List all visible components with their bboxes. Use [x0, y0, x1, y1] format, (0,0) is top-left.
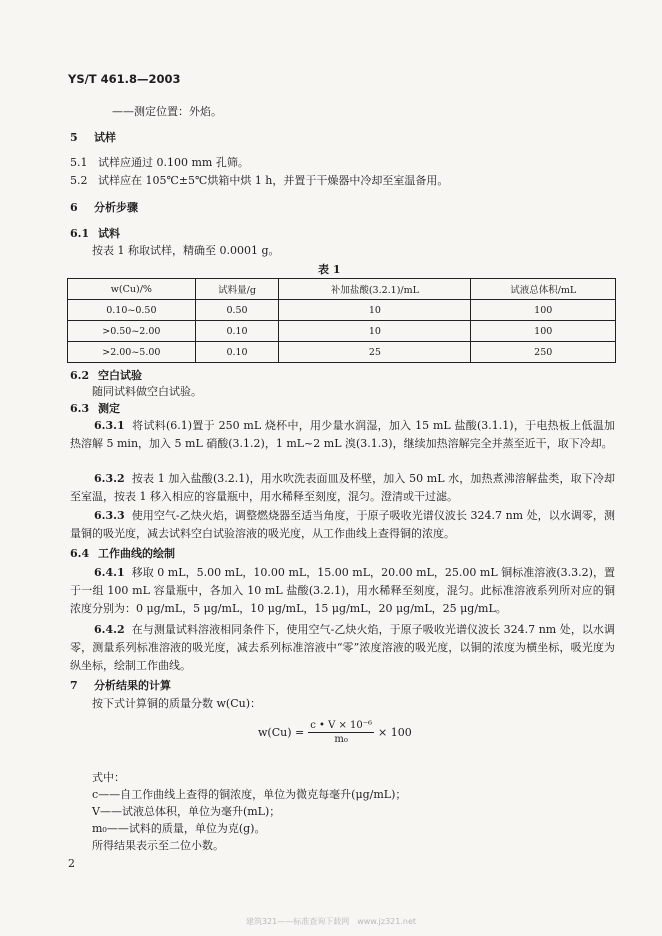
- clause-number: 6.3.2: [94, 472, 125, 485]
- footer-watermark: 建筑321——标准查询下载网 www.jz321.net: [245, 917, 417, 926]
- section-number: 7: [70, 679, 78, 692]
- table-cell: 0.10: [195, 342, 279, 363]
- clause-text: 按表 1 加入盐酸(3.2.1)，用水吹洗表面皿及杯壁，加入 50 mL 水，加热煮沸溶解盐类，取下冷却至室温，按表 1 移入相应的容量瓶中，用水稀释至刻度，混匀。澄清或干过滤。: [70, 472, 615, 503]
- section-number: 6: [70, 201, 78, 214]
- table-cell: 10: [279, 321, 471, 342]
- section-number: 5: [70, 131, 78, 144]
- clause-6-3-3: [70, 507, 615, 543]
- table-cell: 100: [471, 300, 616, 321]
- clause-number: 6.3: [70, 402, 90, 415]
- clause-6-3-2: [70, 470, 615, 506]
- clause-6-4-2: [70, 621, 615, 675]
- table-cell: 0.10: [195, 321, 279, 342]
- table-header-cell: 试料量/g: [195, 279, 279, 300]
- section-7-heading: [70, 677, 171, 693]
- clause-number: 6.1: [70, 227, 90, 240]
- table-cell: 100: [471, 321, 616, 342]
- var-v: V——试液总体积，单位为毫升(mL)；: [92, 805, 281, 818]
- clause-title: 工作曲线的绘制: [98, 547, 175, 560]
- table-cell: 10: [279, 300, 471, 321]
- standard-number: YS/T 461.8—2003: [68, 72, 181, 86]
- clause-number: 5.1: [70, 156, 88, 169]
- clause-text: 在与测量试料溶液相同条件下，使用空气-乙炔火焰，于原子吸收光谱仪波长 324.7 nm 处，以水调零，测量系列标准溶液的吸光度，减去系列标准溶液中“零”浓度溶液的吸光度，以铜的浓度为横坐标，吸光度为纵坐标，绘制工作曲线。: [70, 623, 615, 672]
- calc-intro: 按下式计算铜的质量分数 w(Cu)：: [92, 697, 261, 710]
- formula-numerator: c • V × 10⁻⁶: [310, 719, 373, 731]
- page-number: 2: [68, 857, 75, 870]
- table-cell: >2.00~5.00: [68, 342, 196, 363]
- var-m0: m₀——试料的质量，单位为克(g)。: [92, 822, 266, 835]
- clause-5-2: [70, 172, 448, 188]
- table-header-cell: 补加盐酸(3.2.1)/mL: [279, 279, 471, 300]
- section-title: 分析步骤: [94, 201, 138, 214]
- table-caption: 表 1: [318, 263, 341, 276]
- table-1: [67, 278, 616, 363]
- clause-6-2-heading: [70, 367, 142, 383]
- clause-number: 6.4.1: [94, 566, 125, 579]
- clause-6-1-text: 按表 1 称取试样，精确至 0.0001 g。: [92, 244, 280, 257]
- clause-title: 试料: [98, 227, 120, 240]
- clause-number: 6.4: [70, 547, 90, 560]
- clause-5-1: [70, 154, 249, 170]
- table-cell: 25: [279, 342, 471, 363]
- clause-text: 移取 0 mL，5.00 mL，10.00 mL，15.00 mL，20.00 mL，25.00 mL 铜标准溶液(3.3.2)，置于一组 100 mL 容量瓶中，各加入 10 mL 盐酸(3.2.1)，用水稀释至刻度，混匀。此标准溶液系列所对应的铜浓度分别为：0 μg/mL，5 μg/mL，10 μg/mL，15 μg/mL，20 μg/mL，25 μg/mL。: [70, 566, 615, 615]
- table-cell: 250: [471, 342, 616, 363]
- clause-number: 6.2: [70, 369, 90, 382]
- section-title: 试样: [94, 131, 116, 144]
- table-row: [68, 300, 616, 321]
- result-note: 所得结果表示至二位小数。: [92, 839, 224, 852]
- clause-6-3-1: [70, 417, 615, 453]
- table-cell: 0.10~0.50: [68, 300, 196, 321]
- clause-number: 6.4.2: [94, 623, 125, 636]
- var-c: c——自工作曲线上查得的铜浓度，单位为微克每毫升(μg/mL)；: [92, 788, 407, 801]
- clause-6-4-1: [70, 564, 615, 618]
- clause-text: 将试料(6.1)置于 250 mL 烧杯中，用少量水润湿，加入 15 mL 盐酸(3.1.1)，于电热板上低温加热溶解 5 min，加入 5 mL 硝酸(3.1.2)，1 mL~2 mL 溴(3.1.3)，继续加热溶解完全并蒸至近干，取下冷却。: [70, 419, 616, 450]
- table-row: [68, 321, 616, 342]
- table-header-cell: w(Cu)/%: [68, 279, 196, 300]
- formula-denominator: m₀: [334, 733, 348, 745]
- clause-text: 使用空气-乙炔火焰，调整燃烧器至适当角度，于原子吸收光谱仪波长 324.7 nm 处，以水调零，测量铜的吸光度，减去试料空白试验溶液的吸光度，从工作曲线上查得铜的浓度。: [70, 509, 615, 540]
- table-row: [68, 342, 616, 363]
- section-5-heading: [70, 129, 116, 145]
- clause-6-1-heading: [70, 225, 120, 241]
- clause-text: 试样应在 105℃±5℃烘箱中烘 1 h，并置于干燥器中冷却至室温备用。: [98, 174, 449, 187]
- clause-title: 空白试验: [98, 369, 142, 382]
- clause-6-3-heading: [70, 400, 120, 416]
- section-title: 分析结果的计算: [94, 679, 171, 692]
- where-label: 式中：: [92, 771, 125, 784]
- formula-lhs: w(Cu) =: [258, 725, 305, 739]
- clause-title: 测定: [98, 402, 120, 415]
- clause-6-2-text: 随同试料做空白试验。: [92, 385, 202, 398]
- table-header-cell: 试液总体积/mL: [471, 279, 616, 300]
- formula-fraction: [308, 720, 374, 745]
- measure-position: ——测定位置：外焰。: [112, 105, 222, 118]
- table-cell: >0.50~2.00: [68, 321, 196, 342]
- table-cell: 0.50: [195, 300, 279, 321]
- clause-number: 5.2: [70, 174, 88, 187]
- clause-number: 6.3.3: [94, 509, 125, 522]
- clause-number: 6.3.1: [94, 419, 125, 432]
- clause-text: 试样应通过 0.100 mm 孔筛。: [98, 156, 249, 169]
- section-6-heading: [70, 199, 138, 215]
- copper-formula: [258, 712, 412, 752]
- formula-rhs: × 100: [378, 725, 412, 739]
- clause-6-4-heading: [70, 545, 175, 561]
- table-header-row: [68, 279, 616, 300]
